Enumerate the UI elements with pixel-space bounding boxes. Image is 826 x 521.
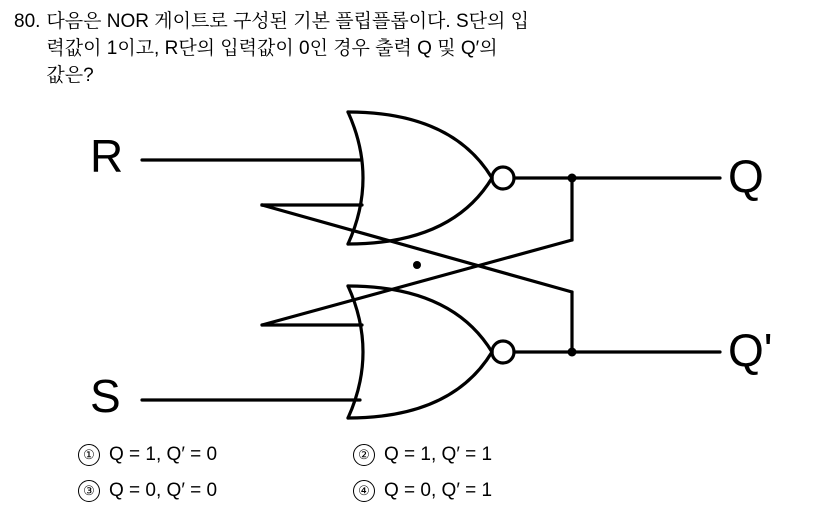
choice-label-3: Q = 0, Q′ = 0: [109, 480, 218, 501]
junction-dot-q: [568, 174, 577, 183]
choice-marker-3: ③: [78, 480, 100, 502]
label-input-s: S: [90, 370, 121, 422]
crossing-point: [413, 261, 421, 269]
label-output-qprime: Q': [728, 324, 773, 376]
choice-item-4[interactable]: [353, 478, 492, 504]
question-line-1: [46, 8, 776, 35]
question-line-1-text: 다음은 NOR 게이트로 구성된 기본 플립플롭이다. S단의 입: [46, 11, 529, 32]
choice-label-4: Q = 0, Q′ = 1: [384, 480, 493, 501]
question-text: [46, 8, 776, 89]
choice-item-1[interactable]: [78, 442, 353, 468]
question-line-2-text: 력값이 1이고, R단의 입력값이 0인 경우 출력 Q 및 Q′의: [46, 38, 498, 59]
choice-list: [78, 442, 678, 514]
choice-marker-2: ②: [353, 444, 375, 466]
choice-marker-4: ④: [353, 480, 375, 502]
question-block: [14, 8, 804, 89]
flip-flop-circuit-figure: [60, 100, 780, 430]
choice-label-1: Q = 1, Q′ = 0: [109, 444, 218, 465]
question-number: 80.: [14, 11, 41, 32]
choice-row-2: [78, 478, 678, 504]
choice-item-3[interactable]: [78, 478, 353, 504]
label-output-q: Q: [728, 150, 764, 202]
choice-marker-1: ①: [78, 444, 100, 466]
choice-item-2[interactable]: [353, 442, 492, 468]
question-line-3: 값은?: [46, 65, 94, 86]
label-input-r: R: [90, 130, 124, 182]
choice-label-2: Q = 1, Q′ = 1: [384, 444, 493, 465]
question-line-2: [46, 35, 776, 62]
choice-row-1: [78, 442, 678, 468]
junction-dot-qprime: [568, 348, 577, 357]
